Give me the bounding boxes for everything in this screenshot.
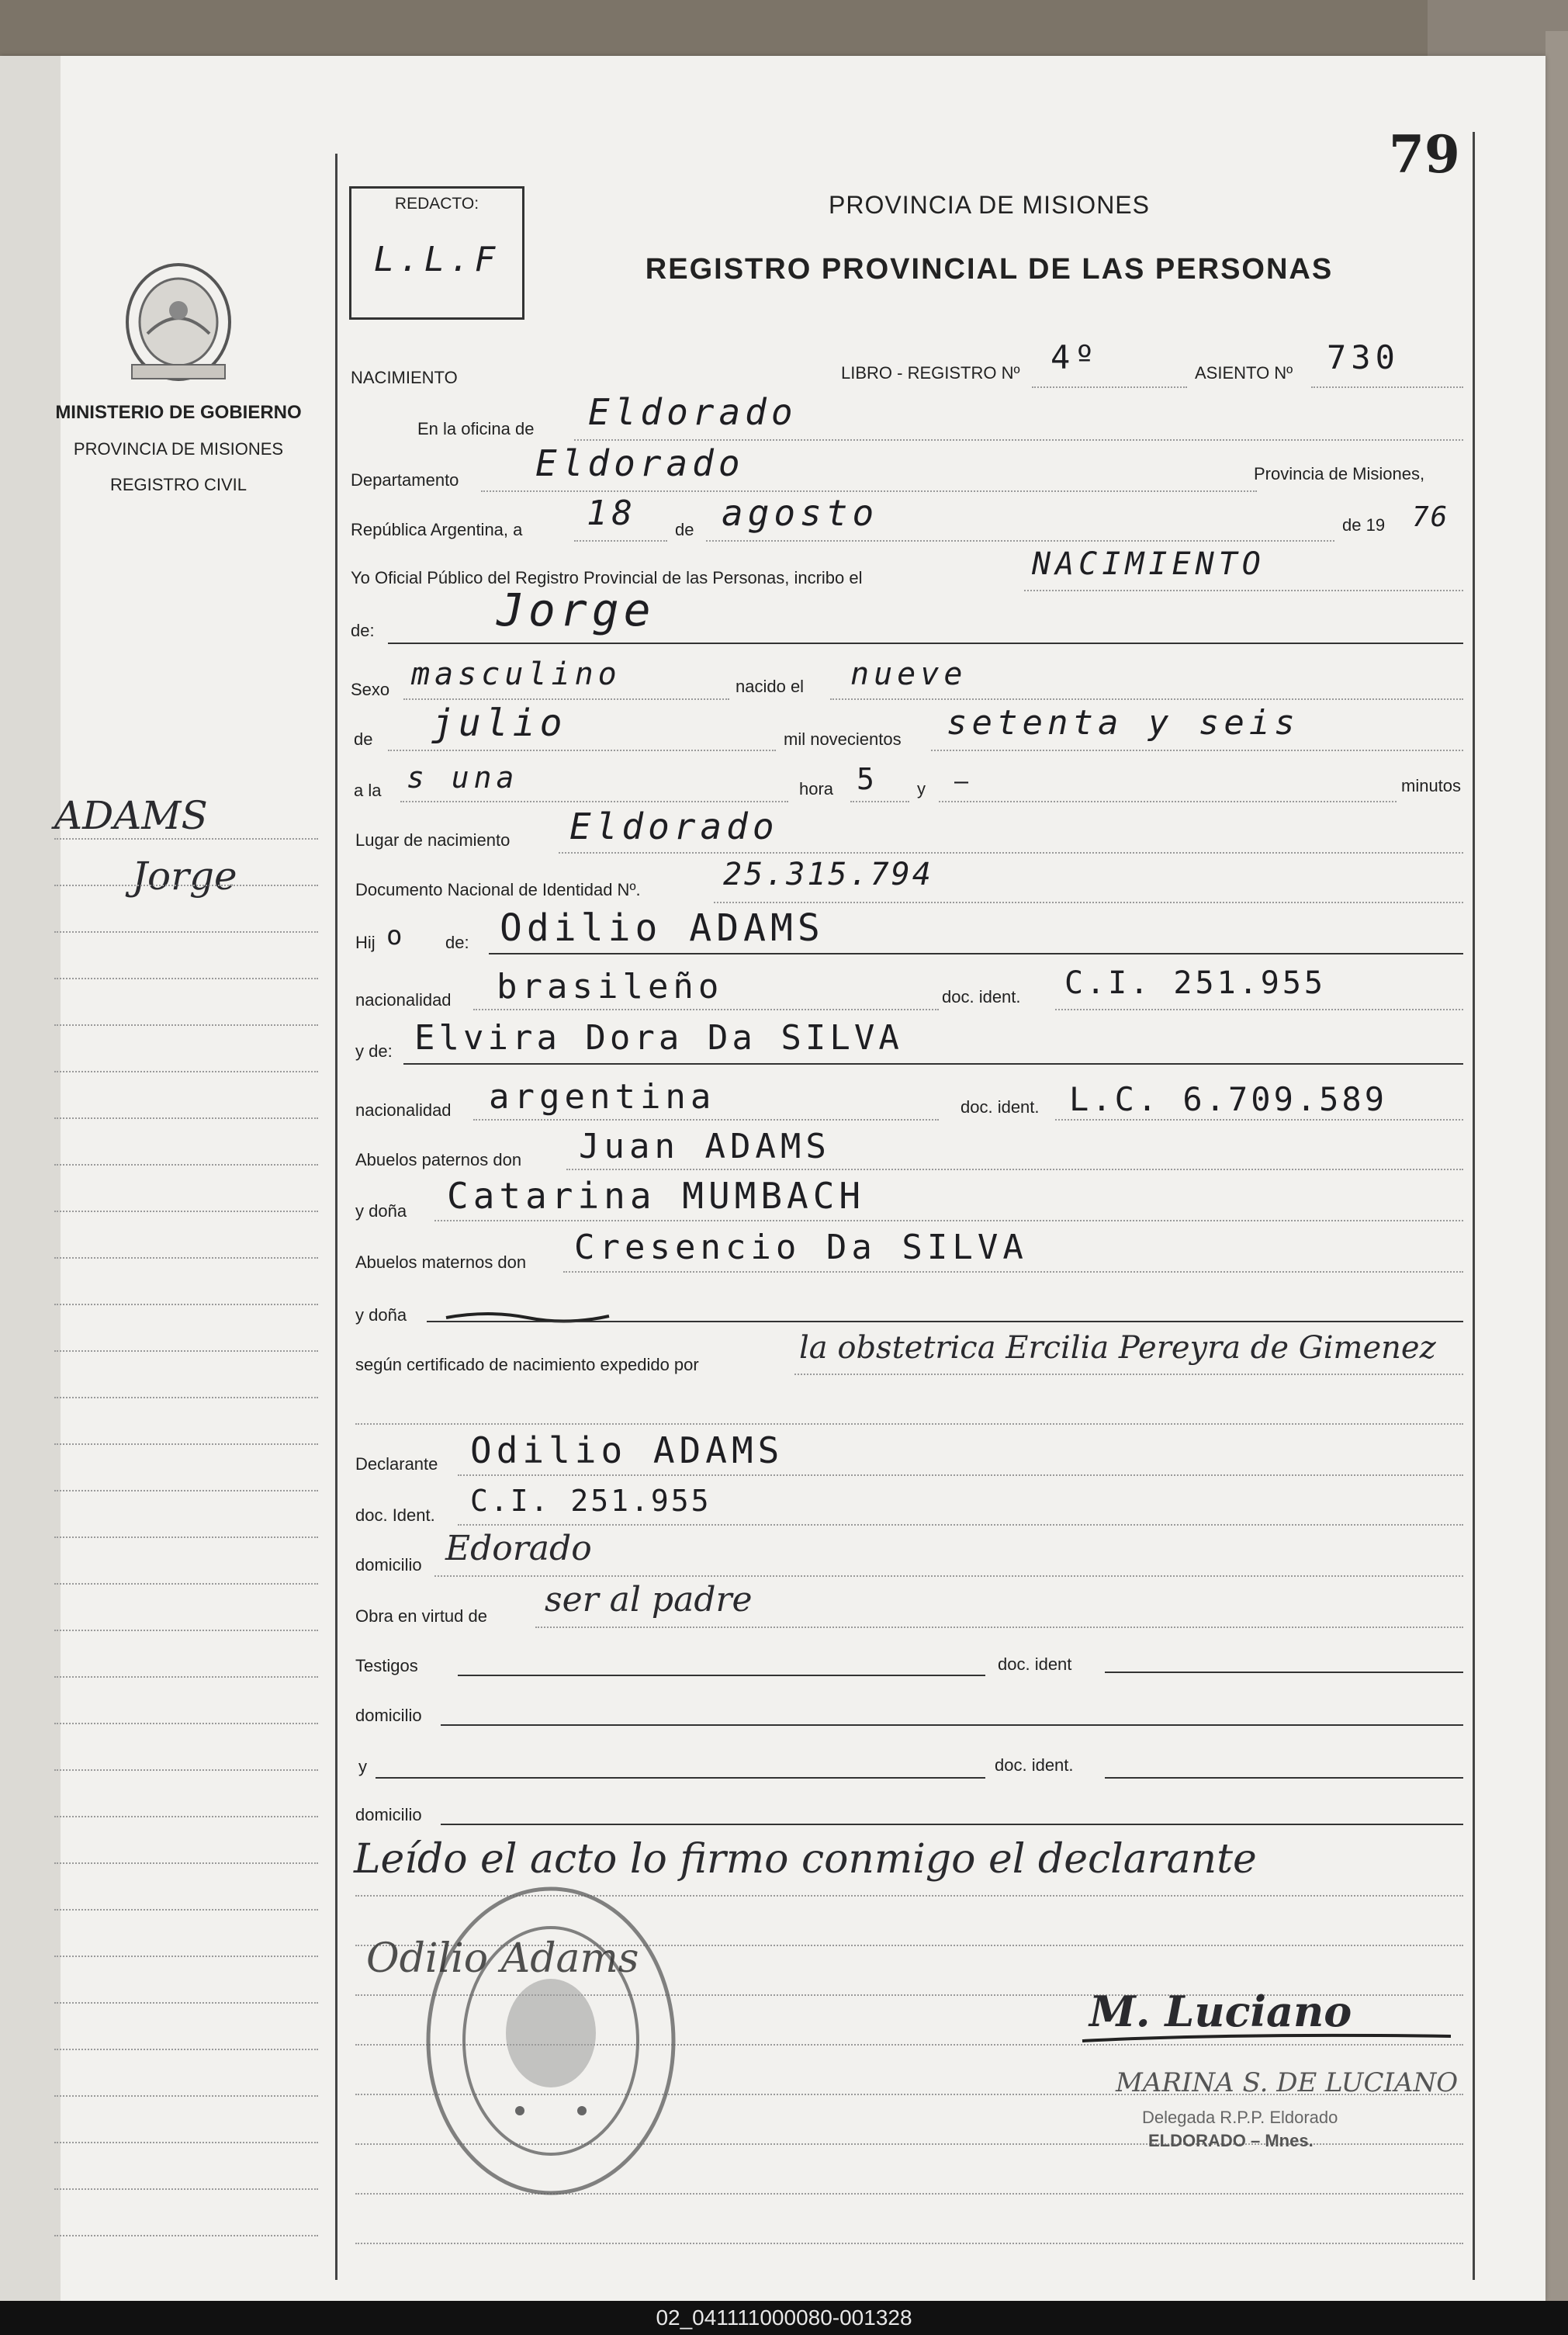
closing-line-8: [355, 2243, 1463, 2244]
image-id-footer: 02_041111000080-001328: [0, 2301, 1568, 2335]
form-right-rule: [1473, 132, 1475, 2280]
cert-label: según certificado de nacimiento expedido por: [355, 1355, 699, 1374]
obra-label: Obra en virtud de: [355, 1606, 487, 1626]
margin-rule: [54, 1397, 318, 1398]
ab-mat-line: [563, 1271, 1463, 1273]
domicilio-value: Edorado: [445, 1529, 592, 1568]
mil-label: mil novecientos: [784, 729, 902, 749]
ab-pat-dona-label: y doña: [355, 1201, 407, 1221]
cert-line-2: [355, 1423, 1463, 1425]
official-signature: M. Luciano: [1089, 1987, 1352, 2036]
obra-line: [535, 1627, 1463, 1628]
oficina-line: [574, 439, 1463, 441]
de-mes-label: de: [354, 729, 373, 749]
minutos-line: [939, 801, 1397, 802]
nombre-label: de:: [351, 621, 375, 640]
ministry-line3: REGISTRO CIVIL: [109, 475, 247, 494]
hora-label: hora: [799, 779, 834, 799]
ab-pat-line: [566, 1169, 1463, 1170]
mes-nac-line: [388, 750, 776, 751]
doc-ident2-label: doc. ident.: [995, 1755, 1074, 1775]
hora-value: 5: [857, 762, 879, 796]
type-label: NACIMIENTO: [351, 368, 458, 387]
ab-mat-dona-line: [427, 1321, 1463, 1322]
obra-value: ser al padre: [545, 1580, 753, 1620]
margin-rule: [54, 2142, 318, 2143]
minutos-label: minutos: [1401, 776, 1462, 795]
a-la-line: [400, 801, 788, 802]
nac-madre-line: [473, 1119, 939, 1121]
margin-rule: [54, 1490, 318, 1491]
domicilio2-label: domicilio: [355, 1706, 422, 1725]
margin-rule: [54, 885, 318, 886]
ab-mat-label: Abuelos maternos don: [355, 1252, 527, 1272]
margin-rule: [54, 1024, 318, 1026]
ab-pat-dona-value: Catarina MUMBACH: [447, 1175, 866, 1217]
ab-pat-dona-line: [434, 1220, 1463, 1221]
domicilio3-label: domicilio: [355, 1805, 422, 1824]
margin-rule: [54, 931, 318, 933]
provincia-suffix: Provincia de Misiones,: [1254, 464, 1425, 483]
y2-label: y: [358, 1757, 367, 1776]
nac-padre-label: nacionalidad: [355, 990, 452, 1010]
doc-decl-line: [458, 1524, 1463, 1526]
departamento-value: Eldorado: [535, 442, 745, 484]
lugar-label: Lugar de nacimiento: [355, 830, 511, 850]
libro-value: 4º: [1051, 338, 1099, 376]
mes-nac-value: julio: [431, 702, 567, 745]
margin-rule: [54, 838, 318, 840]
official-stamp-icon: [419, 1878, 683, 2204]
header-province: PROVINCIA DE MISIONES: [829, 191, 1150, 219]
doc-decl-value: C.I. 251.955: [470, 1484, 711, 1518]
madre-label: y de:: [355, 1041, 393, 1061]
form-left-rule: [335, 154, 337, 2280]
dni-value: 25.315.794: [723, 857, 933, 892]
madre-value: Elvira Dora Da SILVA: [414, 1018, 903, 1058]
margin-rule: [54, 1676, 318, 1678]
ab-pat-value: Juan ADAMS: [579, 1127, 831, 1166]
testigos-line: [458, 1675, 985, 1676]
margin-rule: [54, 1164, 318, 1166]
domicilio2-line: [441, 1724, 1463, 1726]
declarante-line: [458, 1474, 1463, 1476]
closing-text: Leído el acto lo firmo conmigo el declarante: [354, 1836, 1257, 1883]
margin-rule: [54, 1862, 318, 1864]
a-la-label: a la: [354, 781, 382, 800]
nacido-label: nacido el: [736, 677, 805, 696]
hora-line: [850, 801, 909, 802]
margin-rule: [54, 1117, 318, 1119]
anio-texto-line: [931, 750, 1463, 751]
margin-rule: [54, 1909, 318, 1911]
anio-texto-value: setenta y seis: [947, 703, 1300, 743]
libro-label: LIBRO - REGISTRO Nº: [841, 363, 1020, 383]
blank-dash-mark: [442, 1304, 613, 1327]
libro-line: [1032, 386, 1187, 388]
madre-line: [403, 1063, 1463, 1065]
margin-rule: [54, 1723, 318, 1724]
margin-rule: [54, 1816, 318, 1817]
padre-line: [489, 953, 1463, 954]
binding-spine: [0, 56, 61, 2301]
page-edge-shadow: [1546, 31, 1568, 2301]
sexo-label: Sexo: [351, 680, 390, 699]
lugar-value: Eldorado: [569, 805, 779, 847]
republica-label: República Argentina, a: [351, 520, 523, 539]
nac-madre-label: nacionalidad: [355, 1100, 452, 1120]
y2-line: [376, 1777, 985, 1779]
margin-rule: [54, 1257, 318, 1259]
doc-ident-label: doc. ident: [998, 1654, 1072, 1674]
margin-rule: [54, 1769, 318, 1771]
margin-rule: [54, 2002, 318, 2004]
mes-line: [706, 540, 1334, 542]
padre-label: de:: [445, 933, 469, 952]
declarante-value: Odilio ADAMS: [470, 1429, 784, 1471]
minutos-value: –: [954, 768, 974, 795]
margin-rule: [54, 1956, 318, 1957]
doc-madre-label: doc. ident.: [961, 1097, 1040, 1117]
doc-madre-value: L.C. 6.709.589: [1069, 1080, 1388, 1118]
nombre-value: Jorge: [497, 584, 656, 636]
hijo-suffix: o: [386, 920, 403, 951]
redacto-box: [349, 186, 524, 320]
margin-rule: [54, 1583, 318, 1585]
ab-mat-dona-label: y doña: [355, 1305, 407, 1325]
margin-rule: [54, 2049, 318, 2050]
oficina-label: En la oficina de: [417, 419, 535, 438]
y-label: y: [917, 779, 926, 799]
official-place: ELDORADO – Mnes.: [1148, 2131, 1314, 2150]
ministry-line2: PROVINCIA DE MISIONES: [73, 439, 284, 459]
ab-pat-label: Abuelos paternos don: [355, 1150, 522, 1169]
asiento-label: ASIENTO Nº: [1195, 363, 1293, 383]
margin-rule: [54, 1443, 318, 1445]
departamento-label: Departamento: [351, 470, 459, 490]
redacto-value: L.L.F: [373, 240, 500, 279]
margin-rule: [54, 1630, 318, 1631]
mes-value: agosto: [722, 492, 879, 534]
dni-label: Documento Nacional de Identidad Nº.: [355, 880, 641, 899]
margin-rule: [54, 1304, 318, 1305]
domicilio3-line: [441, 1824, 1463, 1825]
oficina-value: Eldorado: [588, 391, 798, 433]
hijo-label: Hij: [355, 933, 376, 952]
doc-padre-value: C.I. 251.955: [1064, 965, 1326, 1001]
cert-value: la obstetrica Ercilia Pereyra de Gimenez: [799, 1330, 1436, 1366]
domicilio-label: domicilio: [355, 1555, 422, 1575]
doc-ident-line: [1105, 1672, 1463, 1673]
nombre-line: [388, 643, 1463, 644]
declarante-label: Declarante: [355, 1454, 438, 1474]
doc-padre-label: doc. ident.: [942, 987, 1021, 1006]
ministry-line1: MINISTERIO DE GOBIERNO: [55, 402, 302, 423]
margin-given-name: Jorge: [132, 854, 237, 899]
acto-value: NACIMIENTO: [1032, 546, 1265, 582]
anio-value: 76: [1412, 501, 1449, 533]
asiento-value: 730: [1327, 338, 1400, 376]
doc-ident2-line: [1105, 1777, 1463, 1779]
ab-mat-value: Cresencio Da SILVA: [574, 1228, 1028, 1267]
dni-line: [714, 902, 1463, 903]
de-label: de: [675, 520, 694, 539]
margin-rule: [54, 1350, 318, 1352]
margin-rule: [54, 2188, 318, 2190]
margin-rule: [54, 1071, 318, 1072]
page-number: 79: [1389, 124, 1460, 185]
de19-label: de 19: [1342, 515, 1386, 535]
margin-rule: [54, 1536, 318, 1538]
declarant-signature: Odilio Adams: [366, 1935, 639, 1982]
sexo-value: masculino: [411, 657, 621, 692]
padre-value: Odilio ADAMS: [500, 906, 825, 950]
doc-padre-line: [1055, 1009, 1463, 1010]
sexo-line: [403, 698, 729, 700]
margin-surname: ADAMS: [54, 793, 208, 838]
doc-decl-label: doc. Ident.: [355, 1505, 435, 1525]
lugar-line: [559, 852, 1463, 854]
dia-texto-line: [830, 698, 1463, 700]
redacto-label: REDACTO:: [394, 195, 479, 213]
a-la-value: s una: [407, 760, 519, 795]
cert-line: [794, 1374, 1463, 1375]
signature-underline-icon: [1078, 2025, 1459, 2056]
nac-padre-line: [473, 1009, 939, 1010]
acto-line: [1024, 590, 1463, 591]
oficial-text: Yo Oficial Público del Registro Provincial de las Personas, incribo el: [351, 568, 863, 587]
official-role: Delegada R.P.P. Eldorado: [1142, 2108, 1338, 2127]
margin-rule: [54, 2235, 318, 2236]
nac-madre-value: argentina: [489, 1077, 716, 1117]
dia-value: 18: [587, 494, 637, 533]
domicilio-line: [434, 1575, 1463, 1577]
testigos-label: Testigos: [355, 1656, 418, 1675]
official-name: MARINA S. DE LUCIANO: [1116, 2067, 1459, 2098]
doc-madre-line: [1055, 1119, 1463, 1121]
margin-rule: [54, 978, 318, 979]
nac-padre-value: brasileño: [497, 967, 724, 1006]
province-seal-icon: [116, 256, 241, 388]
dia-line: [574, 540, 667, 542]
dia-texto-value: nueve: [850, 657, 967, 692]
margin-rule: [54, 2095, 318, 2097]
header-registry: REGISTRO PROVINCIAL DE LAS PERSONAS: [645, 253, 1334, 286]
margin-rule: [54, 1211, 318, 1212]
asiento-line: [1311, 386, 1463, 388]
